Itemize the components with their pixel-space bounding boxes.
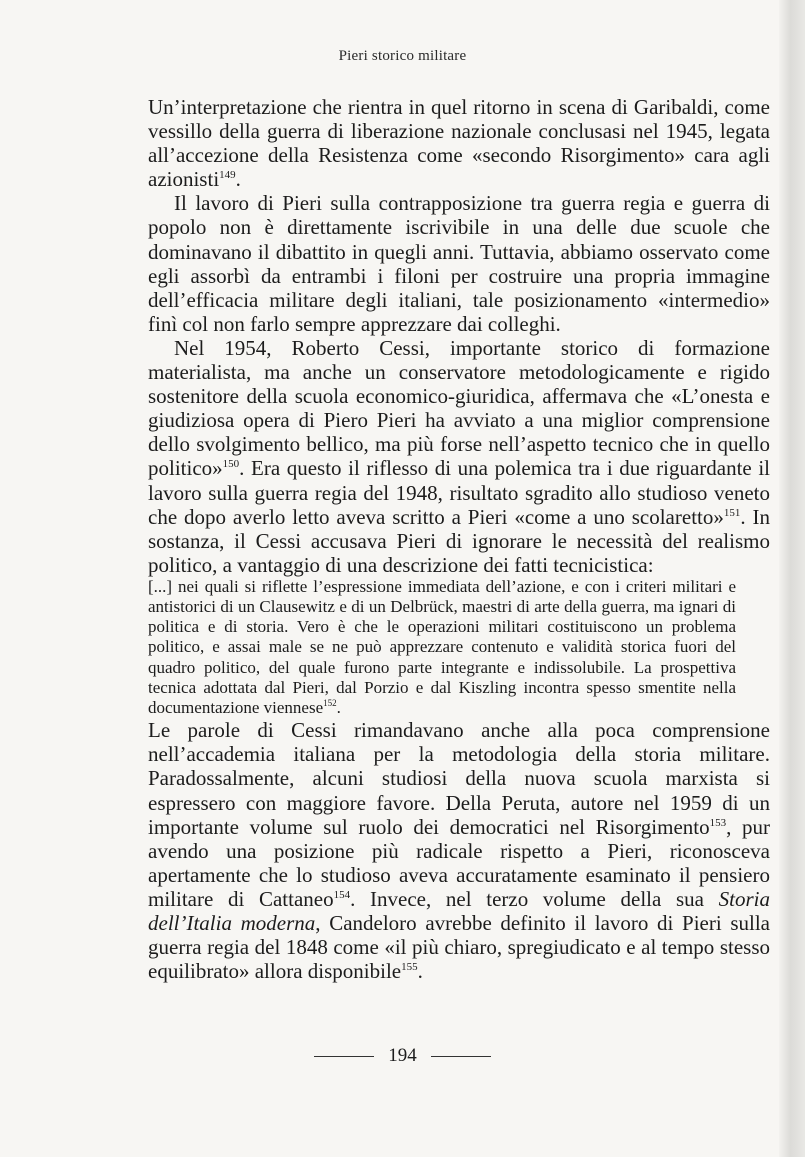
page-edge-shadow [779,0,805,1157]
body-text [148,95,770,983]
paragraph-2: Il lavoro di Pieri sulla contrapposizione tra guerra regia e guerra di popolo non è direttamente iscrivibile in una delle due scuole che dominavano il dibattito in quegli anni. Tuttavia, abbiamo osservato come egli assorbì da entrambi i filoni per costruire una propria immagine dell’efficacia militare degli italiani, tale posizionamento «intermedio» finì col non farlo sempre apprezzare dai colleghi. [148,191,770,336]
footer-rule-left [314,1056,374,1057]
page-footer [0,1045,805,1067]
footer-rule-right [431,1056,491,1057]
footnote-ref-151[interactable]: 151 [723,506,741,519]
paragraph-3: Nel 1954, Roberto Cessi, importante storico di formazione materialista, ma anche un conservatore metodologicamente e rigido sostenitore della scuola economico-giuridica, affermava che «L’onesta e giudiziosa opera di Piero Pieri ha avviato a una miglior comprensione dello svolgimento bellico, ma più forse nell’aspetto tecnico che in quello politico»$^{150}$. Era questo il riflesso di una polemica tra i due riguardante il lavoro sulla guerra regia del 1948, risultato sgradito allo studioso veneto che dopo averlo letto aveva scritto a Pieri «come a uno scolaretto»$^{151}$. In sostanza, il Cessi accusava Pieri di ignorare le necessità del realismo politico, a vantaggio di una descrizione dei fatti tecnicistica: [148,335,770,577]
footnote-ref-153[interactable]: 153 [709,816,727,829]
footnote-ref-150[interactable]: 150 [222,458,240,471]
block-quote: [...] nei quali si riflette l’espressione immediata dell’azione, e con i criteri militari e antistorici di un Clausewitz e di un Delbrück, maestri di arte della guerra, ma ignari di politica e di storia. Vero è che le operazioni militari costituiscono un problema politico, e assai male se ne può apprezzare contenuto e validità storica fuori del quadro politico, del quale furono parte integrante e indissolubile. La prospettiva tecnica adottata dal Pieri, dal Porzio e dal Kiszling incontra spesso smentite nella documentazione viennese$^{152}$. [148,576,736,718]
footnote-ref-149[interactable]: 149 [219,169,236,182]
running-head: Pieri storico militare [338,48,467,64]
book-title: Storia dell’Italia moderna [148,886,771,936]
footnote-ref-155[interactable]: 155 [401,961,418,974]
page-number: 194 [388,1045,417,1066]
paragraph-1: Un’interpretazione che rientra in quel ritorno in scena di Garibaldi, come vessillo della guerra di liberazione nazionale conclusasi nel 1945, legata all’accezione della Resistenza come «secondo Risorgimento» cara agli azionisti$^{149}$. [148,95,770,192]
paragraph-4: Le parole di Cessi rimandavano anche alla poca comprensione nell’accademia italiana per la metodologia della storia militare. Paradossalmente, alcuni studiosi della nuova scuola marxista si espressero con maggiore favore. Della Peruta, autore nel 1959 di un importante volume sul ruolo dei democratici nel Risorgimento$^{153}$, pur avendo una posizione più radicale rispetto a Pieri, riconosceva apertamente che lo studioso aveva accuratamente esaminato il pensiero militare di Cattaneo$^{154}$. Invece, nel terzo volume della sua Storia dell’Italia moderna, Candeloro avrebbe definito il lavoro di Pieri sulla guerra regia del 1848 come «il più chiaro, spregiudicato e al tempo stesso equilibrato» allora disponibile$^{155}$. [148,718,771,984]
footnote-ref-152[interactable]: 152 [323,698,337,709]
footnote-ref-154[interactable]: 154 [333,888,351,901]
